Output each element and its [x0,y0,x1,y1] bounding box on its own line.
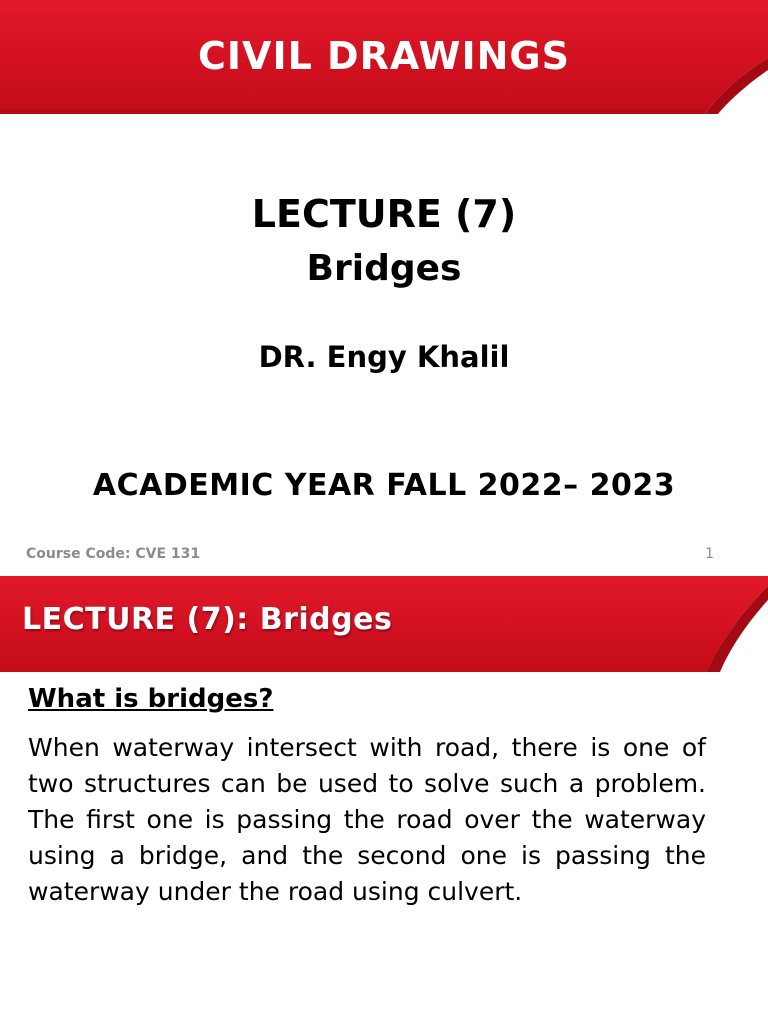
lecturer-name: DR. Engy Khalil [258,340,510,374]
body-paragraph: When waterway intersect with road, there is one of two structures can be used to solve such a problem. The first one is passing the road over the waterway using a bridge, and the second one is passing the waterway under the road using culvert. [28,733,706,906]
banner-title: CIVIL DRAWINGS [198,34,570,78]
academic-year: ACADEMIC YEAR FALL 2022– 2023 [92,468,676,503]
content-slide [0,576,768,1024]
lecture-subject: Bridges [306,248,462,289]
banner-title: LECTURE (7): Bridges [22,602,393,637]
section-heading: What is bridges? [28,684,274,714]
title-banner [0,0,768,118]
section-banner [0,576,768,674]
page-number: 1 [705,546,714,562]
course-code: Course Code: CVE 131 [26,546,201,562]
lecture-title: LECTURE (7) [251,192,517,236]
